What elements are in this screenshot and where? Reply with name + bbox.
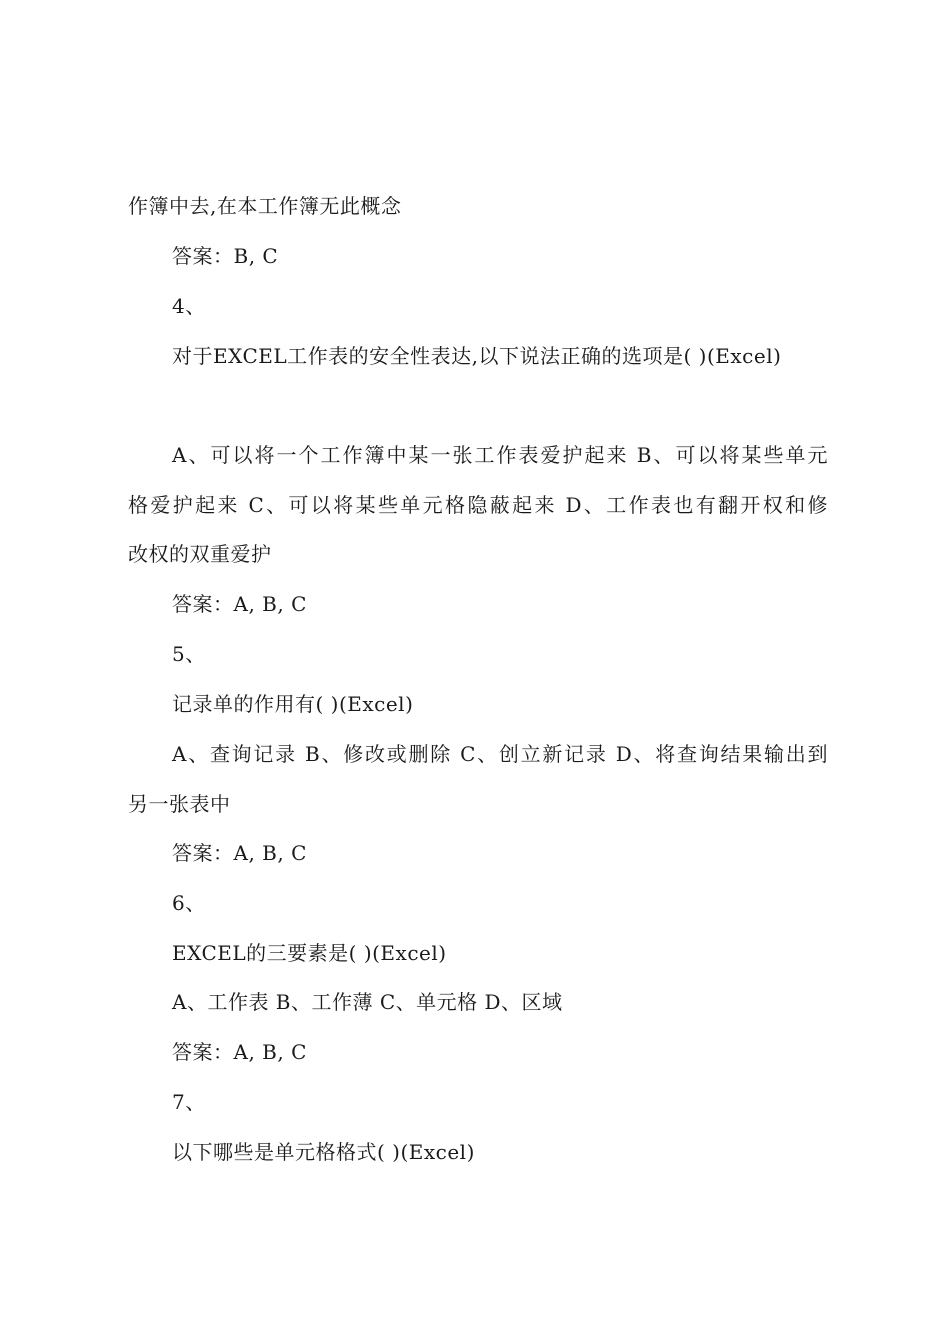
question-number-4: 4、 [172,294,206,318]
question-text-6: EXCEL的三要素是( )(Excel) [172,941,447,965]
options-q4-line1: A、可以将一个工作簿中某一张工作表爱护起来 B、可以将某些单元 [172,443,828,467]
options-q6: A、工作表 B、工作薄 C、单元格 D、区域 [172,990,563,1014]
options-q4-line2: 格爱护起来 C、可以将某些单元格隐蔽起来 D、工作表也有翻开权和修 [128,493,828,517]
answer-q3: 答案：B, C [172,244,279,268]
question-text-7: 以下哪些是单元格格式( )(Excel) [172,1140,475,1164]
question-number-6: 6、 [172,891,206,915]
answer-q5: 答案：A, B, C [172,841,307,865]
options-q5-line2: 另一张表中 [128,792,231,816]
text-line-continuation: 作簿中去,在本工作簿无此概念 [128,194,402,218]
question-number-5: 5、 [172,642,206,666]
answer-q4: 答案：A, B, C [172,592,307,616]
answer-q6: 答案：A, B, C [172,1040,307,1064]
question-text-4: 对于EXCEL工作表的安全性表达,以下说法正确的选项是( )(Excel) [172,344,782,368]
options-q5-line1: A、查询记录 B、修改或删除 C、创立新记录 D、将查询结果输出到 [172,742,828,766]
question-number-7: 7、 [172,1090,206,1114]
question-text-5: 记录单的作用有( )(Excel) [172,692,414,716]
options-q4-line3: 改权的双重爱护 [128,542,272,566]
